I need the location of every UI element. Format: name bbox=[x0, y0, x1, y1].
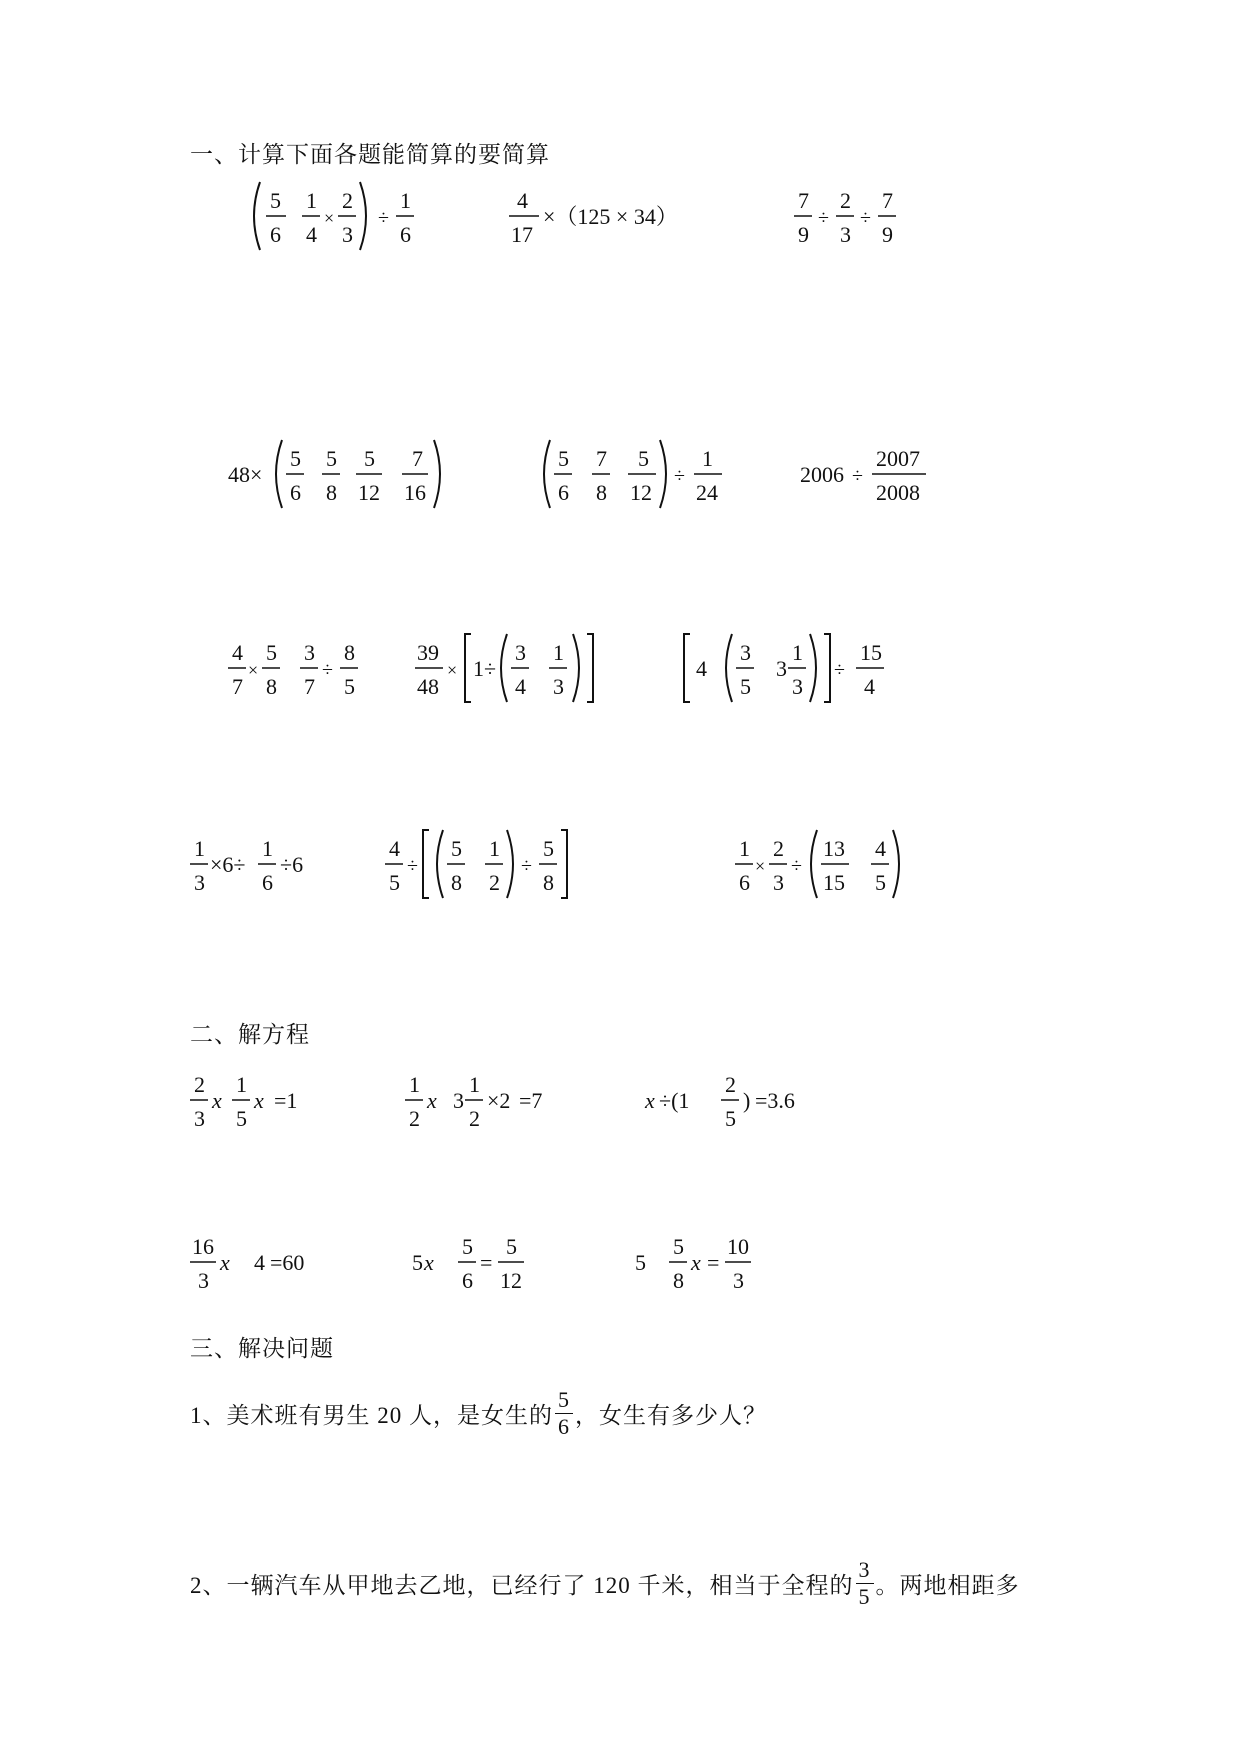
svg-text:3: 3 bbox=[342, 222, 353, 247]
svg-text:12: 12 bbox=[358, 480, 380, 505]
problem-2-text-after: 。两地相距多 bbox=[875, 1572, 1020, 1598]
svg-text:×: × bbox=[324, 208, 335, 228]
fraction-numerator: 3 bbox=[858, 1556, 871, 1582]
svg-text:2006: 2006 bbox=[800, 462, 844, 487]
svg-text:5: 5 bbox=[740, 674, 751, 699]
svg-text:×2: ×2 bbox=[487, 1088, 511, 1113]
svg-text:5: 5 bbox=[344, 674, 355, 699]
svg-text:3: 3 bbox=[553, 674, 564, 699]
fraction-numerator: 5 bbox=[558, 1386, 570, 1412]
svg-text:5: 5 bbox=[638, 446, 649, 471]
svg-text:3: 3 bbox=[515, 640, 526, 665]
svg-text:8: 8 bbox=[543, 870, 554, 895]
svg-text:4: 4 bbox=[864, 674, 875, 699]
expression-12 bbox=[735, 824, 925, 911]
svg-text:5: 5 bbox=[364, 446, 375, 471]
equation-3 bbox=[645, 1060, 845, 1147]
svg-text:6: 6 bbox=[462, 1268, 473, 1293]
equation-4 bbox=[190, 1222, 340, 1309]
equation-2 bbox=[405, 1060, 595, 1147]
svg-text:2007: 2007 bbox=[876, 446, 920, 471]
expression-11 bbox=[385, 824, 575, 911]
svg-text:1: 1 bbox=[306, 188, 317, 213]
svg-text:÷: ÷ bbox=[834, 659, 845, 681]
svg-text:12: 12 bbox=[630, 480, 652, 505]
problem-1-text-after: ，女生有多少人？ bbox=[575, 1402, 767, 1428]
svg-text:3: 3 bbox=[733, 1268, 744, 1293]
svg-text:1: 1 bbox=[194, 836, 205, 861]
svg-text:4: 4 bbox=[875, 836, 886, 861]
svg-text:7: 7 bbox=[232, 674, 243, 699]
svg-text:7: 7 bbox=[882, 188, 893, 213]
svg-text:48: 48 bbox=[417, 674, 439, 699]
svg-text:3: 3 bbox=[453, 1088, 464, 1113]
svg-text:3: 3 bbox=[840, 222, 851, 247]
svg-text:39: 39 bbox=[417, 640, 439, 665]
svg-text:3: 3 bbox=[304, 640, 315, 665]
svg-text:x: x bbox=[427, 1088, 437, 1113]
svg-text:2: 2 bbox=[409, 1106, 420, 1131]
svg-text:÷6: ÷6 bbox=[280, 852, 304, 877]
svg-text:x: x bbox=[645, 1088, 655, 1113]
svg-text:2: 2 bbox=[840, 188, 851, 213]
svg-text:2008: 2008 bbox=[876, 480, 920, 505]
svg-text:÷: ÷ bbox=[674, 465, 685, 487]
svg-text:7: 7 bbox=[596, 446, 607, 471]
svg-text:4: 4 bbox=[232, 640, 243, 665]
svg-text:9: 9 bbox=[798, 222, 809, 247]
svg-text:5: 5 bbox=[326, 446, 337, 471]
svg-text:3: 3 bbox=[740, 640, 751, 665]
svg-text:3: 3 bbox=[792, 674, 803, 699]
equation-5 bbox=[412, 1222, 562, 1309]
svg-text:5: 5 bbox=[725, 1106, 736, 1131]
problem-2-text-before: 2、一辆汽车从甲地去乙地，已经行了 120 千米，相当于全程的 bbox=[190, 1572, 854, 1598]
fraction-denominator: 5 bbox=[858, 1583, 871, 1609]
svg-text:x: x bbox=[424, 1250, 434, 1275]
svg-text:÷: ÷ bbox=[791, 855, 802, 877]
svg-text:5: 5 bbox=[389, 870, 400, 895]
svg-text:48×: 48× bbox=[228, 462, 263, 487]
svg-text:1: 1 bbox=[553, 640, 564, 665]
svg-text:5: 5 bbox=[270, 188, 281, 213]
svg-text:17: 17 bbox=[511, 222, 533, 247]
svg-text:5: 5 bbox=[506, 1234, 517, 1259]
svg-text:x: x bbox=[691, 1250, 701, 1275]
expression-2 bbox=[505, 176, 735, 263]
svg-text:x: x bbox=[254, 1088, 264, 1113]
problem-1 bbox=[190, 1378, 767, 1448]
svg-text:6: 6 bbox=[290, 480, 301, 505]
svg-text:×6÷: ×6÷ bbox=[210, 852, 246, 877]
problem-2-fraction bbox=[856, 1557, 874, 1610]
svg-text:x: x bbox=[220, 1250, 230, 1275]
svg-text:4: 4 bbox=[517, 188, 528, 213]
fraction-denominator: 6 bbox=[558, 1413, 570, 1439]
equation-1 bbox=[190, 1060, 340, 1147]
svg-text:4: 4 bbox=[389, 836, 400, 861]
svg-text:7: 7 bbox=[412, 446, 423, 471]
svg-text:5: 5 bbox=[236, 1106, 247, 1131]
svg-text:×（125 × 34）: ×（125 × 34） bbox=[543, 204, 678, 229]
svg-text:=: = bbox=[707, 1250, 720, 1275]
svg-text:1: 1 bbox=[400, 188, 411, 213]
section2-heading: 二、解方程 bbox=[190, 1022, 310, 1047]
expression-10 bbox=[190, 824, 330, 911]
svg-text:=1: =1 bbox=[274, 1088, 298, 1113]
svg-text:÷: ÷ bbox=[860, 207, 871, 229]
svg-text:1: 1 bbox=[489, 836, 500, 861]
svg-text:2: 2 bbox=[773, 836, 784, 861]
svg-text:×: × bbox=[447, 660, 458, 680]
svg-text:5: 5 bbox=[635, 1250, 646, 1275]
section3-heading: 三、解决问题 bbox=[190, 1336, 334, 1361]
expression-7 bbox=[228, 628, 368, 715]
svg-text:=7: =7 bbox=[519, 1088, 543, 1113]
svg-text:4: 4 bbox=[696, 656, 707, 681]
svg-text:2: 2 bbox=[489, 870, 500, 895]
svg-text:8: 8 bbox=[673, 1268, 684, 1293]
svg-text:9: 9 bbox=[882, 222, 893, 247]
svg-text:): ) bbox=[743, 1088, 751, 1113]
svg-text:=60: =60 bbox=[270, 1250, 305, 1275]
svg-text:13: 13 bbox=[823, 836, 845, 861]
expression-5 bbox=[540, 434, 730, 521]
svg-text:1: 1 bbox=[262, 836, 273, 861]
problem-1-text-before: 1、美术班有男生 20 人，是女生的 bbox=[190, 1402, 553, 1428]
svg-text:=3.6: =3.6 bbox=[755, 1088, 795, 1113]
problem-1-fraction bbox=[555, 1387, 573, 1440]
svg-text:3: 3 bbox=[773, 870, 784, 895]
svg-text:6: 6 bbox=[739, 870, 750, 895]
svg-text:3: 3 bbox=[194, 1106, 205, 1131]
svg-text:1: 1 bbox=[739, 836, 750, 861]
svg-text:×: × bbox=[248, 660, 259, 680]
svg-text:3: 3 bbox=[194, 870, 205, 895]
svg-text:8: 8 bbox=[451, 870, 462, 895]
svg-text:÷: ÷ bbox=[322, 659, 333, 681]
svg-text:15: 15 bbox=[823, 870, 845, 895]
svg-text:6: 6 bbox=[400, 222, 411, 247]
svg-text:5: 5 bbox=[558, 446, 569, 471]
expression-4 bbox=[228, 434, 468, 521]
svg-text:2: 2 bbox=[342, 188, 353, 213]
svg-text:1: 1 bbox=[702, 446, 713, 471]
svg-text:8: 8 bbox=[344, 640, 355, 665]
svg-text:1: 1 bbox=[469, 1072, 480, 1097]
svg-text:÷: ÷ bbox=[852, 465, 863, 487]
svg-text:6: 6 bbox=[262, 870, 273, 895]
expression-8 bbox=[415, 628, 615, 715]
svg-text:10: 10 bbox=[727, 1234, 749, 1259]
svg-text:1÷: 1÷ bbox=[473, 656, 497, 681]
svg-text:24: 24 bbox=[696, 480, 718, 505]
svg-text:4: 4 bbox=[254, 1250, 265, 1275]
svg-text:2: 2 bbox=[725, 1072, 736, 1097]
svg-text:8: 8 bbox=[266, 674, 277, 699]
svg-text:1: 1 bbox=[409, 1072, 420, 1097]
svg-text:÷: ÷ bbox=[407, 855, 418, 877]
svg-text:4: 4 bbox=[306, 222, 317, 247]
svg-text:5: 5 bbox=[875, 870, 886, 895]
svg-text:6: 6 bbox=[270, 222, 281, 247]
svg-text:5: 5 bbox=[412, 1250, 423, 1275]
svg-text:3: 3 bbox=[776, 656, 787, 681]
svg-text:3: 3 bbox=[198, 1268, 209, 1293]
svg-text:7: 7 bbox=[798, 188, 809, 213]
svg-text:16: 16 bbox=[404, 480, 426, 505]
svg-text:÷: ÷ bbox=[378, 207, 389, 229]
svg-text:5: 5 bbox=[266, 640, 277, 665]
svg-text:16: 16 bbox=[192, 1234, 214, 1259]
svg-text:x: x bbox=[212, 1088, 222, 1113]
svg-text:5: 5 bbox=[290, 446, 301, 471]
svg-text:7: 7 bbox=[304, 674, 315, 699]
svg-text:5: 5 bbox=[462, 1234, 473, 1259]
svg-text:÷: ÷ bbox=[818, 207, 829, 229]
svg-text:8: 8 bbox=[326, 480, 337, 505]
svg-text:8: 8 bbox=[596, 480, 607, 505]
section1-heading: 一、计算下面各题能简算的要简算 bbox=[190, 142, 550, 167]
expression-3 bbox=[790, 176, 930, 263]
expression-6 bbox=[800, 434, 950, 521]
equation-6 bbox=[635, 1222, 795, 1309]
svg-text:6: 6 bbox=[558, 480, 569, 505]
svg-text:12: 12 bbox=[500, 1268, 522, 1293]
svg-text:2: 2 bbox=[469, 1106, 480, 1131]
svg-text:1: 1 bbox=[236, 1072, 247, 1097]
svg-text:=: = bbox=[480, 1250, 493, 1275]
svg-text:15: 15 bbox=[860, 640, 882, 665]
svg-text:×: × bbox=[755, 856, 766, 876]
problem-2 bbox=[190, 1548, 1020, 1618]
svg-text:÷: ÷ bbox=[521, 855, 532, 877]
svg-text:5: 5 bbox=[543, 836, 554, 861]
svg-text:5: 5 bbox=[451, 836, 462, 861]
svg-text:÷(1: ÷(1 bbox=[659, 1088, 690, 1113]
svg-text:5: 5 bbox=[673, 1234, 684, 1259]
svg-text:4: 4 bbox=[515, 674, 526, 699]
svg-text:2: 2 bbox=[194, 1072, 205, 1097]
expression-9 bbox=[680, 628, 900, 715]
expression-1 bbox=[250, 176, 430, 263]
svg-text:1: 1 bbox=[792, 640, 803, 665]
